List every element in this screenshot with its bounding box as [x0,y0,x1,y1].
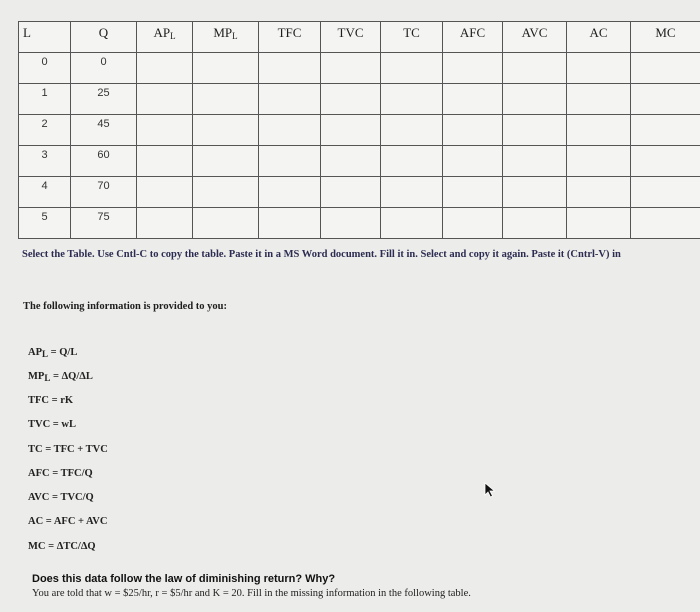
header-TC: TC [381,22,443,53]
cell-Q[interactable]: 0 [71,53,137,84]
formula-rhs: = TVC/Q [49,492,94,503]
empty-cell[interactable] [193,177,259,208]
empty-cell[interactable] [567,208,631,239]
empty-cell[interactable] [381,53,443,84]
mouse-pointer-icon [484,482,496,498]
empty-cell[interactable] [259,177,321,208]
empty-cell[interactable] [193,53,259,84]
empty-cell[interactable] [503,146,567,177]
empty-cell[interactable] [137,208,193,239]
info-intro: The following information is provided to you: [23,301,227,312]
formula-rhs: = ΔQ/ΔL [50,371,93,382]
empty-cell[interactable] [193,84,259,115]
empty-cell[interactable] [503,53,567,84]
cell-L[interactable]: 3 [19,146,71,177]
question-text: Does this data follow the law of diminishing return? Why? [32,573,336,585]
header-L: L [19,22,71,53]
formula-lhs: MC [28,541,46,552]
empty-cell[interactable] [631,115,700,146]
empty-cell[interactable] [137,115,193,146]
formula-line [28,516,107,528]
formula-line [28,347,77,359]
formula-lhs: AVC [28,492,50,503]
cell-L[interactable]: 0 [19,53,71,84]
formula-lhs: AFC [28,468,50,479]
cell-Q[interactable]: 25 [71,84,137,115]
empty-cell[interactable] [193,146,259,177]
cell-Q[interactable]: 60 [71,146,137,177]
table-row [19,208,700,239]
empty-cell[interactable] [321,115,381,146]
empty-cell[interactable] [567,53,631,84]
empty-cell[interactable] [321,146,381,177]
table-row [19,177,700,208]
empty-cell[interactable] [631,177,700,208]
empty-cell[interactable] [631,208,700,239]
given-info: You are told that w = $25/hr, r = $5/hr and K = 20. Fill in the missing information in the following table. [32,588,471,599]
empty-cell[interactable] [381,115,443,146]
cell-Q[interactable]: 45 [71,115,137,146]
header-TVC: TVC [321,22,381,53]
header-AVC: AVC [503,22,567,53]
empty-cell[interactable] [503,84,567,115]
empty-cell[interactable] [259,208,321,239]
header-TFC: TFC [259,22,321,53]
empty-cell[interactable] [503,115,567,146]
formula-lhs: AC [28,516,44,527]
formula-lhs: TVC [28,419,51,430]
formula-line [28,492,94,504]
formula-rhs: = wL [50,419,76,430]
empty-cell[interactable] [503,208,567,239]
cell-L[interactable]: 4 [19,177,71,208]
cell-L[interactable]: 2 [19,115,71,146]
empty-cell[interactable] [259,115,321,146]
empty-cell[interactable] [503,177,567,208]
empty-cell[interactable] [443,53,503,84]
empty-cell[interactable] [193,208,259,239]
formula-rhs: = AFC + AVC [43,516,108,527]
empty-cell[interactable] [193,115,259,146]
empty-cell[interactable] [321,208,381,239]
formula-line [28,468,93,480]
formula-subscript: L [44,373,51,383]
production-cost-table[interactable] [18,21,700,239]
empty-cell[interactable] [443,208,503,239]
table-row [19,146,700,177]
empty-cell[interactable] [137,177,193,208]
formula-line [28,395,73,407]
cell-Q[interactable]: 70 [71,177,137,208]
table-row [19,84,700,115]
header-Q: Q [71,22,137,53]
empty-cell[interactable] [567,115,631,146]
empty-cell[interactable] [321,84,381,115]
empty-cell[interactable] [259,146,321,177]
empty-cell[interactable] [381,177,443,208]
empty-cell[interactable] [631,84,700,115]
formula-lhs: AP [28,347,42,358]
empty-cell[interactable] [321,177,381,208]
cell-L[interactable]: 5 [19,208,71,239]
empty-cell[interactable] [443,84,503,115]
formula-rhs: = Q/L [48,347,78,358]
header-AFC: AFC [443,22,503,53]
empty-cell[interactable] [443,177,503,208]
header-MPL: $MP_L$ [193,22,259,53]
empty-cell[interactable] [321,53,381,84]
formula-lhs: TFC [28,395,49,406]
cell-L[interactable]: 1 [19,84,71,115]
table-row [19,115,700,146]
empty-cell[interactable] [259,84,321,115]
header-AC: AC [567,22,631,53]
empty-cell[interactable] [631,53,700,84]
empty-cell[interactable] [631,146,700,177]
empty-cell[interactable] [443,115,503,146]
empty-cell[interactable] [381,208,443,239]
formula-lhs: MP [28,371,45,382]
empty-cell[interactable] [381,146,443,177]
empty-cell[interactable] [567,177,631,208]
copy-instructions: Select the Table. Use Cntl-C to copy the table. Paste it in a MS Word document. Fill it in. Select and copy it again. Paste it (Cntrl-V) in [22,249,621,260]
empty-cell[interactable] [567,84,631,115]
formula-rhs: = rK [49,395,74,406]
formula-lhs: TC [28,444,43,455]
formula-line [28,419,76,431]
formula-subscript: L [42,349,49,359]
cell-Q[interactable]: 75 [71,208,137,239]
empty-cell[interactable] [381,84,443,115]
formula-line [28,371,93,383]
formula-line [28,444,108,456]
empty-cell[interactable] [443,146,503,177]
formula-rhs: = ΔTC/ΔQ [45,541,96,552]
formula-rhs: = TFC + TVC [42,444,108,455]
empty-cell[interactable] [137,84,193,115]
formula-rhs: = TFC/Q [49,468,93,479]
empty-cell[interactable] [137,146,193,177]
header-MC: MC [631,22,700,53]
empty-cell[interactable] [259,53,321,84]
formula-line [28,541,96,553]
empty-cell[interactable] [567,146,631,177]
header-APL: $AP_L$ [137,22,193,53]
empty-cell[interactable] [137,53,193,84]
table-header-row [19,22,700,53]
table-row [19,53,700,84]
